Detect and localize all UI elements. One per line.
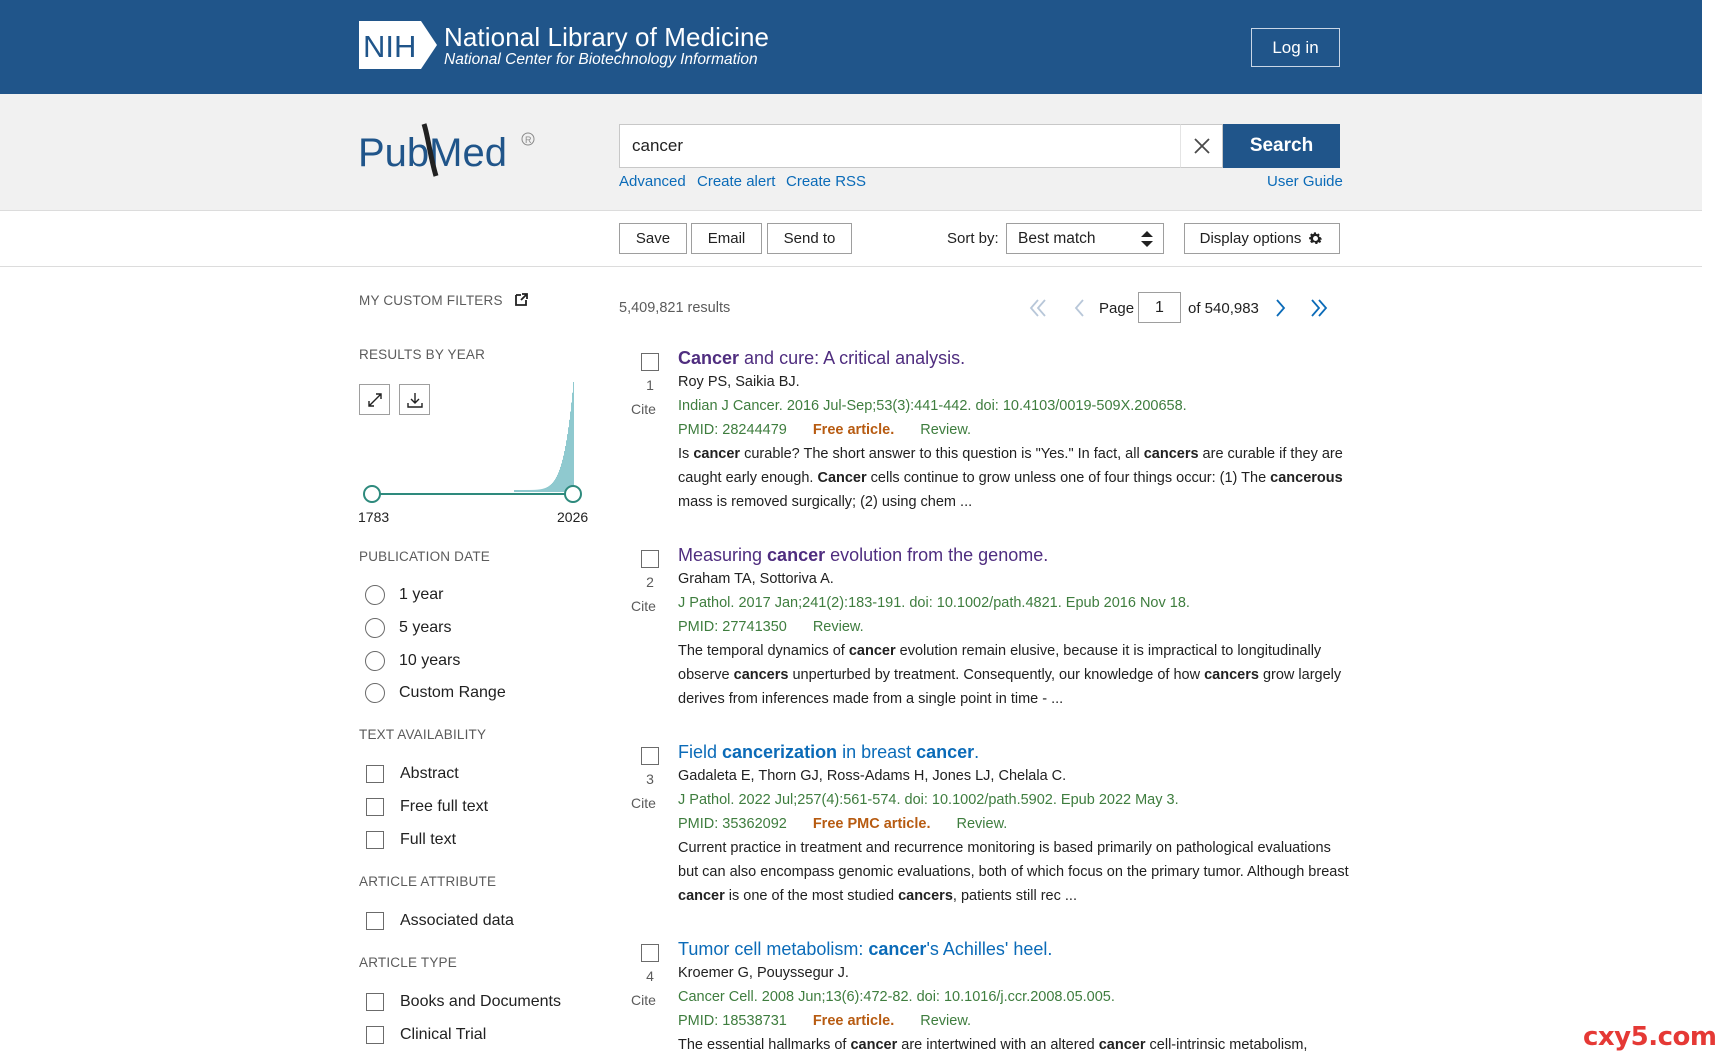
checkbox[interactable] — [366, 798, 384, 816]
advanced-link[interactable]: Advanced — [619, 173, 686, 190]
histogram-bar — [548, 486, 549, 492]
histogram-bar — [520, 490, 521, 492]
result-pmid: PMID: 18538731 — [678, 1013, 787, 1029]
histogram-bar — [519, 490, 520, 492]
histogram-bar — [527, 490, 528, 492]
filter-clinical-trial[interactable] — [365, 1024, 486, 1046]
result-checkbox[interactable] — [641, 944, 659, 962]
histogram-bar — [563, 456, 564, 492]
filter-books-and-documents[interactable] — [365, 991, 561, 1013]
histogram-bar — [564, 451, 565, 492]
histogram-bar — [523, 490, 524, 492]
histogram-bar — [539, 489, 540, 492]
create-rss-link[interactable]: Create RSS — [786, 173, 867, 190]
nih-subtitle: National Center for Biotechnology Information — [444, 51, 758, 68]
result-body — [678, 740, 1350, 908]
sort-arrows-icon — [1141, 231, 1153, 247]
radio-button[interactable] — [365, 585, 385, 605]
send-to-button[interactable]: Send to — [767, 223, 852, 254]
histogram-bar — [546, 487, 547, 492]
result-body — [678, 543, 1350, 711]
free-article-badge: Free article. — [812, 1013, 895, 1029]
results-by-year-histogram[interactable] — [364, 380, 576, 498]
option-label: Clinical Trial — [400, 1026, 487, 1043]
histogram-bar — [549, 486, 550, 492]
histogram-bar — [516, 490, 517, 492]
histogram-bar — [562, 460, 563, 492]
checkbox[interactable] — [366, 765, 384, 783]
histogram-bar — [559, 470, 560, 492]
year-slider-end-handle[interactable] — [565, 486, 581, 502]
close-icon — [1193, 137, 1211, 155]
histogram-bar — [538, 490, 539, 492]
histogram-bar — [543, 489, 544, 492]
page-number-input[interactable]: 1 — [1138, 292, 1181, 323]
result-body — [678, 346, 1350, 514]
search-input[interactable] — [619, 124, 1180, 168]
display-options-button[interactable] — [1184, 223, 1340, 254]
result-snippet: Current practice in treatment and recurrence monitoring is based primarily on pathological evaluations but can also encompass genomic evaluations, both of which focus on the primary tumor. Although breast cancer is one of the most studied cancers, patients still rec ... — [678, 840, 1349, 904]
year-start-label: 1783 — [358, 509, 390, 525]
filter-1-year[interactable] — [365, 584, 443, 606]
svg-text:R: R — [525, 135, 532, 145]
free-article-badge: Free article. — [812, 422, 895, 438]
result-body — [678, 937, 1350, 1057]
filter-associated-data[interactable] — [365, 910, 514, 932]
previous-page-icon[interactable] — [1069, 297, 1091, 319]
clear-search-button[interactable] — [1180, 124, 1223, 168]
result-checkbox[interactable] — [641, 550, 659, 568]
histogram-bar — [518, 490, 519, 492]
checkbox[interactable] — [366, 831, 384, 849]
result-checkbox[interactable] — [641, 747, 659, 765]
filter-abstract[interactable] — [365, 763, 459, 785]
histogram-bar — [560, 467, 561, 492]
radio-button[interactable] — [365, 683, 385, 703]
histogram-bar — [545, 488, 546, 492]
result-authors: Graham TA, Sottoriva A. — [678, 571, 834, 587]
next-page-icon[interactable] — [1269, 297, 1291, 319]
svg-text:PubMed: PubMed — [358, 131, 507, 175]
nih-logo-icon[interactable] — [359, 21, 437, 69]
result-meta — [678, 1009, 1350, 1033]
histogram-bar — [526, 490, 527, 492]
result-authors: Roy PS, Saikia BJ. — [678, 374, 800, 390]
histogram-bar — [568, 427, 569, 492]
histogram-bar — [550, 485, 551, 492]
text-availability-heading: TEXT AVAILABILITY — [359, 727, 487, 742]
sort-value: Best match — [1018, 229, 1096, 247]
histogram-bar — [532, 490, 533, 492]
result-title-link[interactable]: Field cancerization in breast cancer. — [678, 742, 980, 762]
email-button[interactable]: Email — [691, 223, 762, 254]
histogram-bar — [572, 393, 573, 492]
article-type-label: Review. — [956, 816, 1008, 832]
filter-full-text[interactable] — [365, 829, 456, 851]
pubmed-logo[interactable] — [358, 116, 543, 182]
page-total: of 540,983 — [1188, 300, 1259, 317]
histogram-bar — [531, 490, 532, 492]
histogram-bar — [517, 490, 518, 492]
result-title-link[interactable]: Tumor cell metabolism: cancer's Achilles' heel. — [678, 939, 1053, 959]
result-meta — [678, 812, 1350, 836]
svg-text:NIH: NIH — [363, 29, 417, 64]
external-link-icon — [515, 293, 528, 306]
histogram-bar — [551, 484, 552, 492]
histogram-bar — [541, 489, 542, 492]
histogram-bar — [528, 490, 529, 492]
histogram-bar — [540, 489, 541, 492]
histogram-bar — [515, 490, 516, 492]
results-count: 5,409,821 results — [619, 300, 731, 316]
result-meta — [678, 418, 1350, 442]
nih-title[interactable]: National Library of Medicine — [444, 22, 770, 52]
result-citation: J Pathol. 2022 Jul;257(4):561-574. doi: 10.1002/path.5902. Epub 2022 May 3. — [678, 792, 1179, 808]
histogram-bar — [552, 483, 553, 492]
custom-filters-label: MY CUSTOM FILTERS — [359, 293, 503, 308]
article-type-label: Review. — [812, 619, 864, 635]
result-title-link[interactable]: Cancer and cure: A critical analysis. — [678, 348, 966, 368]
histogram-bar — [570, 412, 571, 492]
histogram-bar — [537, 490, 538, 492]
result-checkbox[interactable] — [641, 353, 659, 371]
result-authors: Kroemer G, Pouyssegur J. — [678, 965, 849, 981]
result-pmid: PMID: 35362092 — [678, 816, 787, 832]
gear-icon — [1307, 230, 1324, 247]
my-custom-filters-link[interactable] — [359, 293, 528, 308]
option-label: 5 years — [399, 619, 452, 636]
article-type-heading: ARTICLE TYPE — [359, 955, 457, 970]
option-label: Free full text — [400, 798, 489, 815]
nih-header — [0, 0, 1702, 94]
radio-button[interactable] — [365, 618, 385, 638]
result-number: 3 — [646, 771, 654, 787]
option-label: Books and Documents — [400, 993, 561, 1010]
histogram-bars — [514, 382, 574, 492]
create-alert-link[interactable]: Create alert — [697, 173, 776, 190]
watermark-text: cxy5.com — [1583, 1022, 1716, 1052]
histogram-bar — [553, 482, 554, 492]
option-label: Abstract — [400, 765, 459, 782]
free-article-badge: Free PMC article. — [812, 816, 931, 832]
save-button[interactable]: Save — [619, 223, 687, 254]
histogram-bar — [521, 490, 522, 492]
histogram-bar — [556, 477, 557, 492]
result-snippet: The essential hallmarks of cancer are intertwined with an altered cancer cell-intrinsic metabolism, — [678, 1037, 1308, 1053]
histogram-bar — [565, 446, 566, 492]
histogram-bar — [529, 490, 530, 492]
result-number: 2 — [646, 574, 654, 590]
result-citation: J Pathol. 2017 Jan;241(2):183-191. doi: 10.1002/path.4821. Epub 2016 Nov 18. — [678, 595, 1190, 611]
histogram-bar — [558, 472, 559, 492]
filter-10-years[interactable] — [365, 650, 460, 672]
option-label: 1 year — [399, 586, 444, 603]
page-label: Page — [1099, 300, 1135, 317]
display-options-label: Display options — [1199, 230, 1302, 247]
sort-select[interactable] — [1006, 223, 1164, 254]
histogram-bar — [522, 490, 523, 492]
cite-button[interactable]: Cite — [631, 992, 656, 1008]
option-label: Full text — [400, 831, 457, 848]
result-meta — [678, 615, 1350, 639]
cite-button[interactable]: Cite — [631, 795, 656, 811]
option-label: Custom Range — [399, 684, 506, 701]
result-authors: Gadaleta E, Thorn GJ, Ross-Adams H, Jones LJ, Chelala C. — [678, 768, 1067, 784]
result-citation: Indian J Cancer. 2016 Jul-Sep;53(3):441-442. doi: 10.4103/0019-509X.200658. — [678, 398, 1187, 414]
checkbox[interactable] — [366, 1026, 384, 1044]
first-page-icon[interactable] — [1027, 297, 1049, 319]
result-pmid: PMID: 27741350 — [678, 619, 787, 635]
histogram-bar — [535, 490, 536, 492]
histogram-bar — [547, 487, 548, 492]
checkbox[interactable] — [366, 912, 384, 930]
sort-label: Sort by: — [947, 230, 999, 247]
histogram-bar — [567, 434, 568, 492]
histogram-bar — [554, 480, 555, 492]
article-type-label: Review. — [920, 422, 972, 438]
user-guide-link[interactable]: User Guide — [1267, 173, 1343, 190]
histogram-bar — [525, 490, 526, 492]
result-number: 4 — [646, 968, 654, 984]
filter-custom-range[interactable] — [365, 682, 506, 704]
histogram-bar — [557, 475, 558, 492]
histogram-bar — [566, 440, 567, 492]
histogram-bar — [514, 490, 515, 492]
publication-date-heading: PUBLICATION DATE — [359, 549, 490, 564]
histogram-bar — [542, 489, 543, 492]
radio-button[interactable] — [365, 651, 385, 671]
search-button[interactable]: Search — [1223, 124, 1340, 168]
last-page-icon[interactable] — [1308, 297, 1330, 319]
result-snippet: The temporal dynamics of cancer evolution remain elusive, because it is impractical to longitudinally observe cancers unperturbed by treatment. Consequently, our knowledge of how cancers grow largely derives from inferences made from a single point in time - ... — [678, 643, 1342, 707]
histogram-bar — [536, 490, 537, 492]
year-slider-start-handle[interactable] — [364, 486, 380, 502]
result-pmid: PMID: 28244479 — [678, 422, 787, 438]
results-by-year-heading: RESULTS BY YEAR — [359, 347, 486, 362]
histogram-bar — [561, 463, 562, 492]
cite-button[interactable]: Cite — [631, 401, 656, 417]
cite-button[interactable]: Cite — [631, 598, 656, 614]
result-citation: Cancer Cell. 2008 Jun;13(6):472-82. doi: 10.1016/j.ccr.2008.05.005. — [678, 989, 1115, 1005]
histogram-bar — [530, 490, 531, 492]
login-button[interactable]: Log in — [1251, 28, 1340, 67]
result-title-link[interactable]: Measuring cancer evolution from the genome. — [678, 545, 1049, 565]
histogram-bar — [534, 490, 535, 492]
article-type-label: Review. — [920, 1013, 972, 1029]
year-end-label: 2026 — [557, 509, 589, 525]
filter-5-years[interactable] — [365, 617, 451, 639]
option-label: Associated data — [400, 912, 514, 929]
checkbox[interactable] — [366, 993, 384, 1011]
result-number: 1 — [646, 377, 654, 393]
option-label: 10 years — [399, 652, 461, 669]
result-snippet: Is cancer curable? The short answer to this question is "Yes." In fact, all cancers are curable if they are caught early enough. Cancer cells continue to grow unless one of four things occur: (1) The cancerous mass is removed surgically; (2) using chem ... — [678, 446, 1343, 510]
histogram-bar — [555, 479, 556, 492]
histogram-bar — [569, 420, 570, 492]
histogram-bar — [544, 488, 545, 492]
filter-free-full-text[interactable] — [365, 796, 488, 818]
histogram-bar — [533, 490, 534, 492]
histogram-bar — [573, 382, 574, 492]
histogram-bar — [524, 490, 525, 492]
histogram-bar — [571, 403, 572, 492]
article-attribute-heading: ARTICLE ATTRIBUTE — [359, 874, 497, 889]
